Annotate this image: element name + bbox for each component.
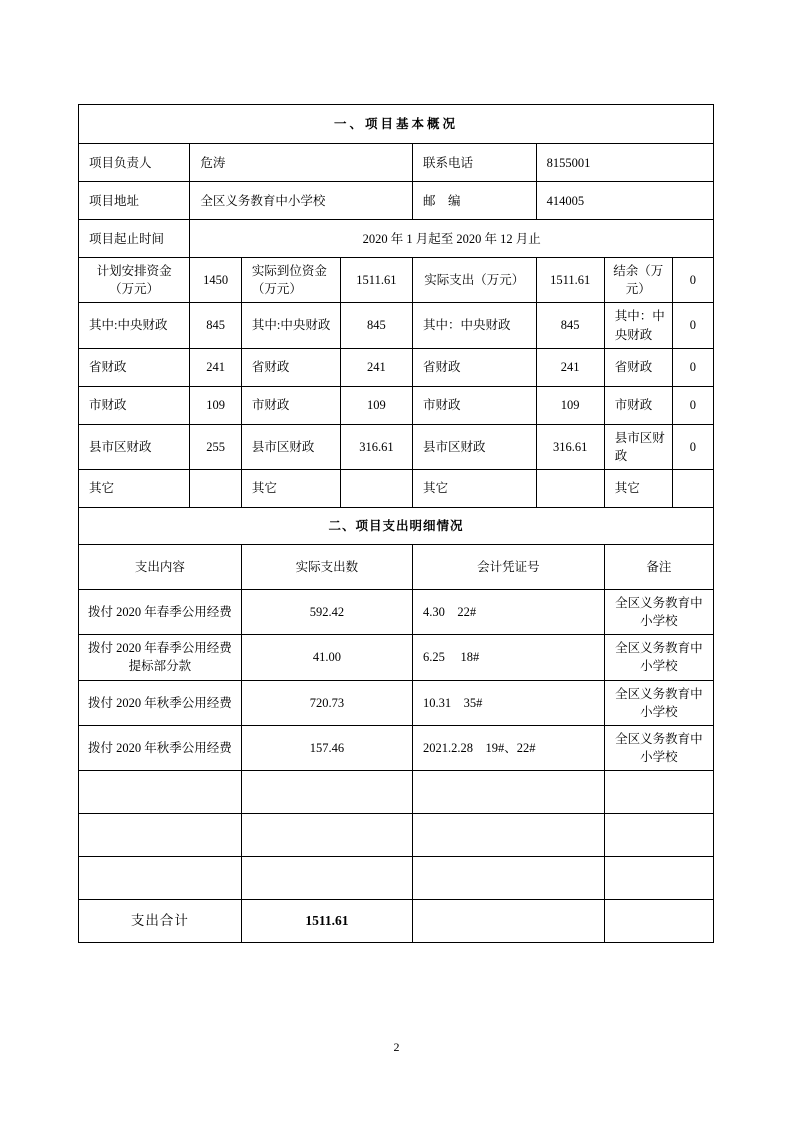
cell-remark [604, 814, 713, 857]
value-central-expend: 845 [536, 303, 604, 348]
value-province-plan: 241 [190, 348, 242, 386]
label-city-plan: 市财政 [79, 386, 190, 424]
section-title-row [79, 105, 714, 144]
col-expense-content: 支出内容 [79, 545, 242, 590]
label-actual-received-funds: 实际到位资金（万元） [241, 258, 340, 303]
project-report-table [78, 104, 714, 943]
value-other-plan [190, 469, 242, 507]
label-project-address: 项目地址 [79, 182, 190, 220]
detail-table-header [79, 545, 714, 590]
label-project-period: 项目起止时间 [79, 220, 190, 258]
label-expense-total: 支出合计 [79, 900, 242, 943]
cell-voucher-number [412, 857, 604, 900]
cell-expense-content: 拨付 2020 年春季公用经费 [79, 590, 242, 635]
value-province-expend: 241 [536, 348, 604, 386]
row-leader [79, 144, 714, 182]
table-row [79, 590, 714, 635]
value-expense-total: 1511.61 [241, 900, 412, 943]
label-city-received: 市财政 [241, 386, 340, 424]
label-city-balance: 市财政 [604, 386, 672, 424]
cell-actual-amount: 720.73 [241, 680, 412, 725]
cell-actual-amount: 592.42 [241, 590, 412, 635]
value-central-balance: 0 [672, 303, 713, 348]
label-province-plan: 省财政 [79, 348, 190, 386]
cell-actual-amount: 157.46 [241, 725, 412, 770]
table-row [79, 680, 714, 725]
label-contact-phone: 联系电话 [412, 144, 536, 182]
row-funds-city [79, 386, 714, 424]
label-other-expend: 其它 [412, 469, 536, 507]
value-province-received: 241 [340, 348, 412, 386]
value-project-leader: 危涛 [190, 144, 413, 182]
table-row [79, 635, 714, 680]
value-central-plan: 845 [190, 303, 242, 348]
value-other-received [340, 469, 412, 507]
label-postcode: 邮 编 [412, 182, 536, 220]
label-other-plan: 其它 [79, 469, 190, 507]
cell-expense-content: 拨付 2020 年秋季公用经费 [79, 680, 242, 725]
col-remark: 备注 [604, 545, 713, 590]
cell-voucher-number: 6.25 18# [412, 635, 604, 680]
label-planned-funds: 计划安排资金（万元） [79, 258, 190, 303]
row-period [79, 220, 714, 258]
label-project-leader: 项目负责人 [79, 144, 190, 182]
value-county-received: 316.61 [340, 424, 412, 469]
table-row [79, 725, 714, 770]
cell-voucher-number [412, 814, 604, 857]
label-province-expend: 省财政 [412, 348, 536, 386]
value-other-balance [672, 469, 713, 507]
cell-total-remark [604, 900, 713, 943]
section2-title-row [79, 507, 714, 544]
col-actual-amount: 实际支出数 [241, 545, 412, 590]
label-central-received: 其中:中央财政 [241, 303, 340, 348]
table-row [79, 857, 714, 900]
cell-expense-content: 拨付 2020 年春季公用经费提标部分款 [79, 635, 242, 680]
label-county-received: 县市区财政 [241, 424, 340, 469]
cell-voucher-number: 10.31 35# [412, 680, 604, 725]
cell-voucher-number: 2021.2.28 19#、22# [412, 725, 604, 770]
page-number: 2 [393, 1040, 400, 1054]
label-central-balance: 其中：中央财政 [604, 303, 672, 348]
value-balance: 0 [672, 258, 713, 303]
label-county-balance: 县市区财政 [604, 424, 672, 469]
value-city-received: 109 [340, 386, 412, 424]
cell-expense-content [79, 857, 242, 900]
value-actual-expenditure: 1511.61 [536, 258, 604, 303]
row-funds-summary [79, 258, 714, 303]
cell-remark: 全区义务教育中小学校 [604, 680, 713, 725]
value-city-expend: 109 [536, 386, 604, 424]
label-other-received: 其它 [241, 469, 340, 507]
cell-actual-amount: 41.00 [241, 635, 412, 680]
value-county-balance: 0 [672, 424, 713, 469]
label-balance: 结余（万元） [604, 258, 672, 303]
cell-actual-amount [241, 857, 412, 900]
table-row-total [79, 900, 714, 943]
cell-remark [604, 771, 713, 814]
label-city-expend: 市财政 [412, 386, 536, 424]
cell-total-voucher [412, 900, 604, 943]
cell-actual-amount [241, 771, 412, 814]
cell-remark: 全区义务教育中小学校 [604, 635, 713, 680]
row-address [79, 182, 714, 220]
value-project-address: 全区义务教育中小学校 [190, 182, 413, 220]
row-funds-other [79, 469, 714, 507]
cell-expense-content [79, 814, 242, 857]
value-contact-phone: 8155001 [536, 144, 713, 182]
value-central-received: 845 [340, 303, 412, 348]
value-actual-received-funds: 1511.61 [340, 258, 412, 303]
label-county-expend: 县市区财政 [412, 424, 536, 469]
section1-title: 一、项目基本概况 [79, 105, 714, 144]
row-funds-central [79, 303, 714, 348]
cell-voucher-number: 4.30 22# [412, 590, 604, 635]
cell-voucher-number [412, 771, 604, 814]
value-planned-funds: 1450 [190, 258, 242, 303]
section2-title: 二、项目支出明细情况 [79, 507, 714, 544]
label-central-plan: 其中:中央财政 [79, 303, 190, 348]
cell-expense-content: 拨付 2020 年秋季公用经费 [79, 725, 242, 770]
label-province-received: 省财政 [241, 348, 340, 386]
label-other-balance: 其它 [604, 469, 672, 507]
label-province-balance: 省财政 [604, 348, 672, 386]
value-province-balance: 0 [672, 348, 713, 386]
value-other-expend [536, 469, 604, 507]
table-row [79, 814, 714, 857]
row-funds-province [79, 348, 714, 386]
value-city-plan: 109 [190, 386, 242, 424]
label-central-expend: 其中：中央财政 [412, 303, 536, 348]
table-row [79, 771, 714, 814]
row-funds-county [79, 424, 714, 469]
col-voucher-number: 会计凭证号 [412, 545, 604, 590]
value-project-period: 2020 年 1 月起至 2020 年 12 月止 [190, 220, 714, 258]
label-actual-expenditure: 实际支出（万元） [412, 258, 536, 303]
label-county-plan: 县市区财政 [79, 424, 190, 469]
cell-remark: 全区义务教育中小学校 [604, 590, 713, 635]
value-postcode: 414005 [536, 182, 713, 220]
cell-remark [604, 857, 713, 900]
cell-expense-content [79, 771, 242, 814]
cell-remark: 全区义务教育中小学校 [604, 725, 713, 770]
value-county-plan: 255 [190, 424, 242, 469]
value-county-expend: 316.61 [536, 424, 604, 469]
cell-actual-amount [241, 814, 412, 857]
value-city-balance: 0 [672, 386, 713, 424]
